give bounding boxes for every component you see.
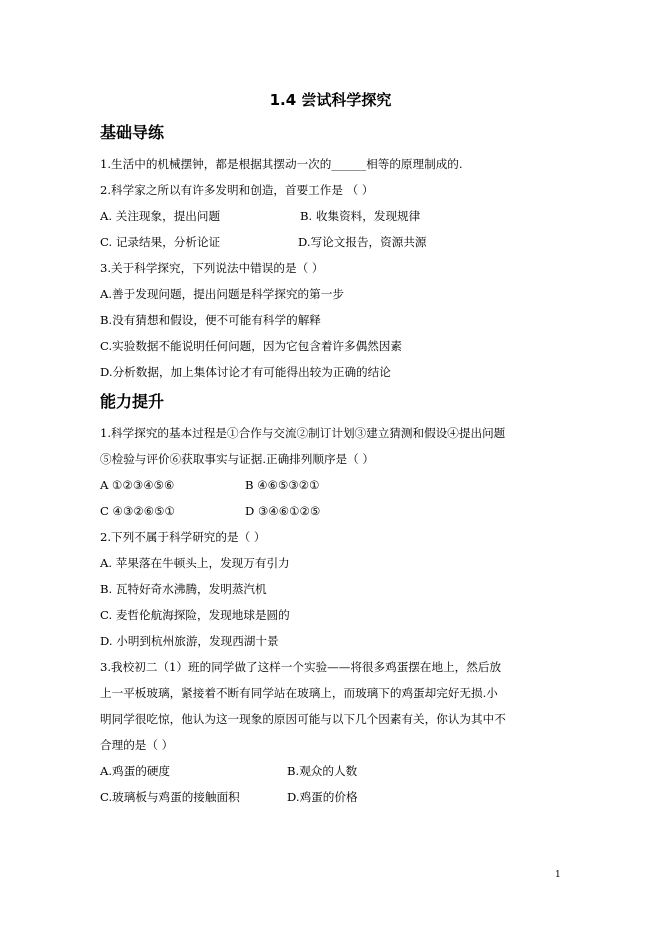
ability-q2-option-d: D. 小明到杭州旅游，发现西湖十景 bbox=[100, 634, 279, 648]
ability-q1-line-1: 1.科学探究的基本过程是①合作与交流②制订计划③建立猜测和假设④提出问题 bbox=[100, 426, 506, 440]
ability-q2-option-b: B. 瓦特好奇水沸腾，发明蒸汽机 bbox=[100, 582, 267, 596]
section-heading-ability: 能力提升 bbox=[100, 392, 165, 411]
basic-q3-option-b: B.没有猜想和假设，便不可能有科学的解释 bbox=[100, 313, 321, 327]
ability-q2-option-a: A. 苹果落在牛顿头上，发现万有引力 bbox=[100, 556, 290, 570]
ability-q3-option-c: C.玻璃板与鸡蛋的接触面积 bbox=[100, 790, 240, 804]
ability-q3-option-a: A.鸡蛋的硬度 bbox=[100, 764, 171, 778]
basic-question-2: 2.科学家之所以有许多发明和创造，首要工作是 （ ） bbox=[100, 183, 374, 197]
ability-q1-option-d: D ③④⑥①②⑤ bbox=[245, 504, 321, 518]
ability-question-2: 2.下列不属于科学研究的是（ ） bbox=[100, 530, 266, 544]
page-title: 1.4 尝试科学探究 bbox=[269, 91, 392, 109]
ability-q3-option-d: D.鸡蛋的价格 bbox=[287, 790, 358, 804]
page-number: 1 bbox=[555, 870, 561, 880]
ability-q1-option-b: B ④⑥⑤③②① bbox=[245, 478, 320, 492]
basic-q3-option-a: A.善于发现问题，提出问题是科学探究的第一步 bbox=[100, 287, 344, 301]
basic-question-3: 3.关于科学探究，下列说法中错误的是（ ） bbox=[100, 261, 324, 275]
ability-q3-line-2: 上一平板玻璃，紧接着不断有同学站在玻璃上，而玻璃下的鸡蛋却完好无损.小 bbox=[100, 686, 498, 700]
basic-q3-option-d: D.分析数据，加上集体讨论才有可能得出较为正确的结论 bbox=[100, 365, 391, 379]
basic-q2-option-d: D.写论文报告，资源共源 bbox=[298, 235, 427, 249]
ability-q3-line-4: 合理的是（ ） bbox=[100, 738, 174, 752]
ability-q3-line-3: 明同学很吃惊，他认为这一现象的原因可能与以下几个因素有关，你认为其中不 bbox=[100, 712, 506, 726]
ability-q1-line-2: ⑤检验与评价⑥获取事实与证据.正确排列顺序是（ ） bbox=[100, 452, 375, 466]
ability-q3-option-b: B.观众的人数 bbox=[287, 764, 358, 778]
basic-question-1: 1.生活中的机械摆钟，都是根据其摆动一次的______相等的原理制成的. bbox=[100, 157, 463, 171]
ability-q1-option-c: C ④③②⑥⑤① bbox=[100, 504, 175, 518]
section-heading-basic: 基础导练 bbox=[100, 123, 165, 142]
ability-q3-line-1: 3.我校初二（1）班的同学做了这样一个实验——将很多鸡蛋摆在地上，然后放 bbox=[100, 660, 502, 674]
basic-q3-option-c: C.实验数据不能说明任何问题，因为它包含着许多偶然因素 bbox=[100, 339, 402, 353]
basic-q2-option-c: C. 记录结果，分析论证 bbox=[100, 235, 221, 249]
ability-q1-option-a: A ①②③④⑤⑥ bbox=[100, 478, 175, 492]
ability-q2-option-c: C. 麦哲伦航海探险，发现地球是圆的 bbox=[100, 608, 290, 622]
basic-q2-option-b: B. 收集资料，发现规律 bbox=[300, 209, 421, 223]
basic-q2-option-a: A. 关注现象，提出问题 bbox=[100, 209, 221, 223]
